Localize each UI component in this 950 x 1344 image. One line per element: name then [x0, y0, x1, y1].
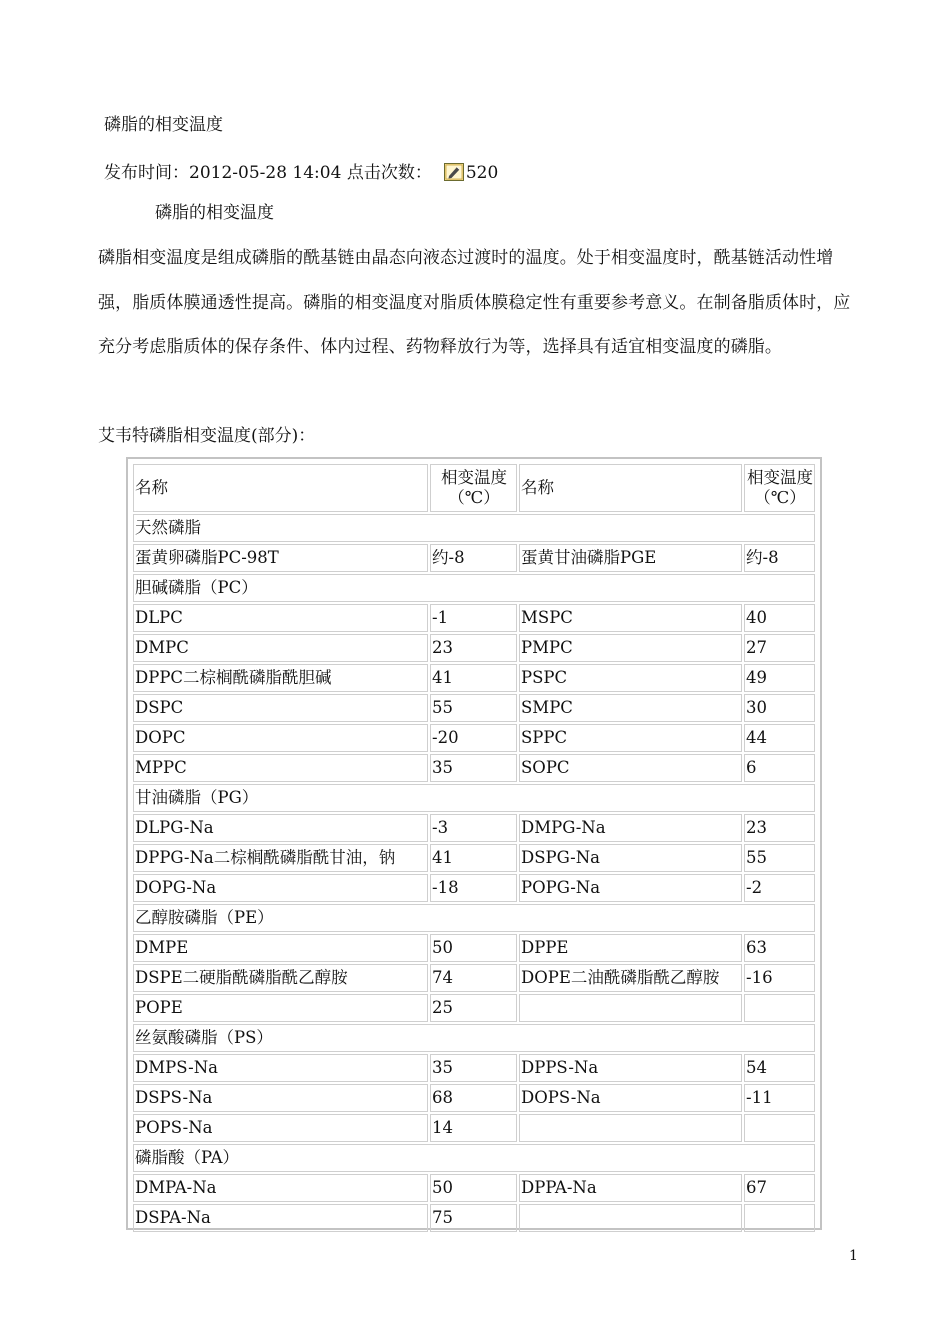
- cell-temp-1: 35: [430, 754, 517, 782]
- cell-temp-1: -18: [430, 874, 517, 902]
- cell-name-1: DLPC: [133, 604, 428, 632]
- table-row: [133, 844, 815, 872]
- cell-temp-2: 49: [744, 664, 815, 692]
- cell-name-2: PMPC: [519, 634, 742, 662]
- cell-temp-2: 27: [744, 634, 815, 662]
- cell-name-2: DPPS-Na: [519, 1054, 742, 1082]
- cell-name-2: DOPE二油酰磷脂酰乙醇胺: [519, 964, 742, 992]
- header-name-2: 名称: [519, 464, 742, 512]
- cell-temp-2: 55: [744, 844, 815, 872]
- cell-temp-1: 68: [430, 1084, 517, 1112]
- cell-temp-1: 14: [430, 1114, 517, 1142]
- phase-temp-table: [126, 457, 822, 1230]
- cell-name-2: SPPC: [519, 724, 742, 752]
- table-row: [133, 754, 815, 782]
- cell-name-1: 蛋黄卵磷脂PC-98T: [133, 544, 428, 572]
- table-row: [133, 1174, 815, 1202]
- table-row: [133, 724, 815, 752]
- table-row: [133, 964, 815, 992]
- section-row: [133, 574, 815, 602]
- table-row: [133, 544, 815, 572]
- section-row: [133, 784, 815, 812]
- cell-name-2: DOPS-Na: [519, 1084, 742, 1112]
- cell-temp-2: 40: [744, 604, 815, 632]
- table-row: [133, 604, 815, 632]
- table-row: [133, 1204, 815, 1232]
- cell-name-1: DSPC: [133, 694, 428, 722]
- section-heading: 甘油磷脂（PG）: [133, 784, 815, 812]
- table-row: [133, 664, 815, 692]
- cell-temp-1: 41: [430, 844, 517, 872]
- table-row: [133, 994, 815, 1022]
- cell-name-1: DPPC二棕榈酰磷脂酰胆碱: [133, 664, 428, 692]
- cell-temp-1: 50: [430, 934, 517, 962]
- header-temp-1: 相变温度（℃）: [430, 464, 517, 512]
- cell-temp-1: 75: [430, 1204, 517, 1232]
- cell-temp-1: 74: [430, 964, 517, 992]
- section-heading: 乙醇胺磷脂（PE）: [133, 904, 815, 932]
- cell-temp-2: -2: [744, 874, 815, 902]
- cell-temp-2: 63: [744, 934, 815, 962]
- header-name-1: 名称: [133, 464, 428, 512]
- cell-name-2: MSPC: [519, 604, 742, 632]
- cell-name-1: DSPS-Na: [133, 1084, 428, 1112]
- cell-temp-2: -11: [744, 1084, 815, 1112]
- cell-name-2: SOPC: [519, 754, 742, 782]
- cell-name-1: DSPA-Na: [133, 1204, 428, 1232]
- intro-paragraph: 磷脂相变温度是组成磷脂的酰基链由晶态向液态过渡时的温度。处于相变温度时，酰基链活动性增强，脂质体膜通透性提高。磷脂的相变温度对脂质体膜稳定性有重要参考意义。在制备脂质体时，应充分考虑脂质体的保存条件、体内过程、药物释放行为等，选择具有适宜相变温度的磷脂。: [98, 248, 851, 358]
- cell-name-1: DMPS-Na: [133, 1054, 428, 1082]
- cell-name-2: POPG-Na: [519, 874, 742, 902]
- table-row: [133, 934, 815, 962]
- cell-name-1: DSPE二硬脂酰磷脂酰乙醇胺: [133, 964, 428, 992]
- article-title: 磷脂的相变温度: [104, 115, 223, 135]
- cell-name-1: POPE: [133, 994, 428, 1022]
- cell-temp-1: 约-8: [430, 544, 517, 572]
- cell-temp-2: 44: [744, 724, 815, 752]
- cell-temp-2: 约-8: [744, 544, 815, 572]
- cell-name-2: 蛋黄甘油磷脂PGE: [519, 544, 742, 572]
- cell-name-1: DPPG-Na二棕榈酰磷脂酰甘油，钠: [133, 844, 428, 872]
- cell-name-2: SMPC: [519, 694, 742, 722]
- table-caption: 艾韦特磷脂相变温度(部分)：: [98, 426, 316, 446]
- section-heading: 丝氨酸磷脂（PS）: [133, 1024, 815, 1052]
- page-number: 1: [849, 1248, 858, 1264]
- table-row: [133, 1114, 815, 1142]
- table-row: [133, 874, 815, 902]
- cell-name-1: POPS-Na: [133, 1114, 428, 1142]
- cell-temp-2: [744, 1204, 815, 1232]
- cell-temp-1: 35: [430, 1054, 517, 1082]
- section-heading: 天然磷脂: [133, 514, 815, 542]
- section-row: [133, 904, 815, 932]
- section-row: [133, 1024, 815, 1052]
- cell-temp-1: 41: [430, 664, 517, 692]
- cell-temp-1: 23: [430, 634, 517, 662]
- view-count: 520: [465, 163, 499, 183]
- edit-pencil-icon: [444, 163, 464, 181]
- header-temp-2: 相变温度（℃）: [744, 464, 815, 512]
- section-heading: 胆碱磷脂（PC）: [133, 574, 815, 602]
- cell-temp-2: [744, 1114, 815, 1142]
- cell-name-1: DMPA-Na: [133, 1174, 428, 1202]
- cell-name-1: DOPG-Na: [133, 874, 428, 902]
- cell-name-2: [519, 1114, 742, 1142]
- table-body: [133, 514, 815, 1232]
- table-row: [133, 1054, 815, 1082]
- publish-info: 发布时间：2012-05-28 14:04 点击次数：: [104, 163, 432, 183]
- cell-temp-1: -3: [430, 814, 517, 842]
- cell-temp-1: 50: [430, 1174, 517, 1202]
- section-row: [133, 1144, 815, 1172]
- cell-temp-2: -16: [744, 964, 815, 992]
- cell-temp-2: 6: [744, 754, 815, 782]
- table-row: [133, 814, 815, 842]
- table-header-row: [133, 464, 815, 512]
- cell-name-2: DPPA-Na: [519, 1174, 742, 1202]
- cell-name-2: [519, 994, 742, 1022]
- cell-name-1: DMPC: [133, 634, 428, 662]
- cell-temp-1: 25: [430, 994, 517, 1022]
- table-row: [133, 634, 815, 662]
- cell-name-1: DMPE: [133, 934, 428, 962]
- section-row: [133, 514, 815, 542]
- cell-name-2: DPPE: [519, 934, 742, 962]
- cell-temp-1: -1: [430, 604, 517, 632]
- cell-temp-2: 54: [744, 1054, 815, 1082]
- cell-name-2: PSPC: [519, 664, 742, 692]
- cell-name-1: DLPG-Na: [133, 814, 428, 842]
- cell-temp-2: [744, 994, 815, 1022]
- cell-name-1: MPPC: [133, 754, 428, 782]
- article-subtitle: 磷脂的相变温度: [155, 203, 274, 223]
- cell-name-2: DSPG-Na: [519, 844, 742, 872]
- cell-name-2: [519, 1204, 742, 1232]
- section-heading: 磷脂酸（PA）: [133, 1144, 815, 1172]
- cell-name-2: DMPG-Na: [519, 814, 742, 842]
- cell-name-1: DOPC: [133, 724, 428, 752]
- cell-temp-1: 55: [430, 694, 517, 722]
- cell-temp-2: 67: [744, 1174, 815, 1202]
- cell-temp-2: 30: [744, 694, 815, 722]
- article-meta: [104, 158, 498, 183]
- table-row: [133, 694, 815, 722]
- table-row: [133, 1084, 815, 1112]
- cell-temp-1: -20: [430, 724, 517, 752]
- cell-temp-2: 23: [744, 814, 815, 842]
